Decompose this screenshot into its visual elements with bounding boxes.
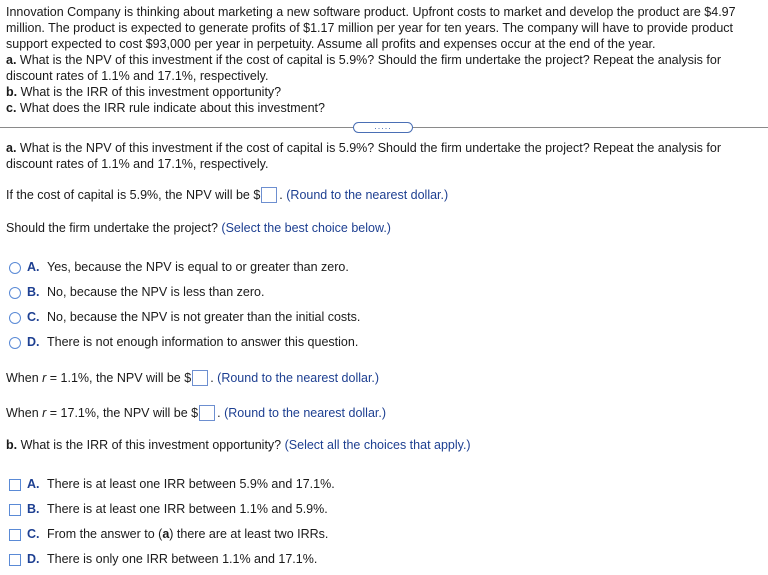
choice-letter: B. <box>27 502 40 516</box>
part-b-label: b. <box>6 85 18 99</box>
choice-a-option-a[interactable] <box>9 259 349 275</box>
choice-a-option-d[interactable] <box>9 334 358 350</box>
section-a-question <box>6 140 758 172</box>
choice-text <box>47 527 328 541</box>
problem-part-b <box>6 84 758 100</box>
radio-button[interactable] <box>9 337 21 349</box>
checkbox[interactable] <box>9 529 21 541</box>
undertake-hint: (Select the best choice below.) <box>221 221 391 235</box>
npv-11-row <box>6 370 379 386</box>
section-b-text: What is the IRR of this investment opportunity? <box>20 438 282 452</box>
npv-59-hint: (Round to the nearest dollar.) <box>286 188 449 202</box>
choice-text: No, because the NPV is not greater than the initial costs. <box>47 310 361 324</box>
undertake-text: Should the firm undertake the project? <box>6 221 218 235</box>
choice-letter: C. <box>27 310 40 324</box>
expand-button[interactable]: ..... <box>353 122 413 133</box>
npv-11-hint: (Round to the nearest dollar.) <box>217 371 380 385</box>
section-b-question <box>6 437 471 453</box>
npv-59-row <box>6 187 448 203</box>
choice-text-pre: From the answer to ( <box>47 527 163 541</box>
npv-171-suffix: . <box>217 406 221 420</box>
choice-text: Yes, because the NPV is equal to or greater than zero. <box>47 260 349 274</box>
part-b-text: What is the IRR of this investment opportunity? <box>20 85 282 99</box>
npv-59-prefix: If the cost of capital is 5.9%, the NPV will be $ <box>6 188 261 202</box>
choice-text: No, because the NPV is less than zero. <box>47 285 265 299</box>
npv-171-hint: (Round to the nearest dollar.) <box>224 406 387 420</box>
npv-171-input[interactable] <box>199 405 215 421</box>
choice-b-option-a[interactable] <box>9 476 335 492</box>
npv-59-suffix: . <box>279 188 283 202</box>
choice-text: There is at least one IRR between 5.9% and 17.1%. <box>47 477 335 491</box>
checkbox[interactable] <box>9 504 21 516</box>
npv-171-row <box>6 405 386 421</box>
section-a-text: What is the NPV of this investment if the cost of capital is 5.9%? Should the firm undertake the project? Repeat the analysis for discount rates of 1.1% and 17.1%, respectively. <box>6 141 721 171</box>
choice-text: There is at least one IRR between 1.1% and 5.9%. <box>47 502 328 516</box>
problem-part-a <box>6 52 758 84</box>
choice-letter: B. <box>27 285 40 299</box>
choice-text: There is not enough information to answer this question. <box>47 335 359 349</box>
radio-button[interactable] <box>9 287 21 299</box>
choice-b-option-d[interactable] <box>9 551 317 567</box>
npv-59-input[interactable] <box>261 187 277 203</box>
npv-171-when: When <box>6 406 43 420</box>
section-b-hint: (Select all the choices that apply.) <box>284 438 471 452</box>
part-c-text: What does the IRR rule indicate about this investment? <box>19 101 325 115</box>
choice-a-option-c[interactable] <box>9 309 360 325</box>
problem-statement <box>6 4 758 116</box>
choice-b-option-c[interactable] <box>9 526 328 542</box>
npv-11-prefix: = 1.1%, the NPV will be $ <box>46 371 192 385</box>
choice-text: There is only one IRR between 1.1% and 17.1%. <box>47 552 318 566</box>
choice-letter: D. <box>27 552 40 566</box>
part-a-text: What is the NPV of this investment if the cost of capital is 5.9%? Should the firm undertake the project? Repeat the analysis for discount rates of 1.1% and 17.1%, respectively. <box>6 53 721 83</box>
rate-variable: r <box>42 406 47 420</box>
choice-letter: D. <box>27 335 40 349</box>
part-c-label: c. <box>6 101 17 115</box>
npv-11-when: When <box>6 371 43 385</box>
npv-11-input[interactable] <box>192 370 208 386</box>
problem-part-c <box>6 100 758 116</box>
checkbox[interactable] <box>9 554 21 566</box>
section-a-label: a. <box>6 141 17 155</box>
radio-button[interactable] <box>9 312 21 324</box>
choice-a-option-b[interactable] <box>9 284 264 300</box>
choice-text-post: ) there are at least two IRRs. <box>169 527 329 541</box>
radio-button[interactable] <box>9 262 21 274</box>
section-b-label: b. <box>6 438 18 452</box>
npv-171-prefix: = 17.1%, the NPV will be $ <box>46 406 199 420</box>
checkbox[interactable] <box>9 479 21 491</box>
choice-letter: C. <box>27 527 40 541</box>
choice-text-bold: a <box>162 527 170 541</box>
choice-letter: A. <box>27 260 40 274</box>
problem-intro: Innovation Company is thinking about marketing a new software product. Upfront costs to market and develop the product are $4.97 million. The product is expected to generate profits of $1.17 million per year for ten years. The company will have to provide product support expected to cost $93,000 per year in perpetuity. Assume all profits and expenses occur at the end of the year. <box>6 5 736 51</box>
choice-letter: A. <box>27 477 40 491</box>
undertake-question <box>6 220 391 236</box>
choice-b-option-b[interactable] <box>9 501 328 517</box>
part-a-label: a. <box>6 53 17 67</box>
rate-variable: r <box>42 371 47 385</box>
npv-11-suffix: . <box>210 371 214 385</box>
